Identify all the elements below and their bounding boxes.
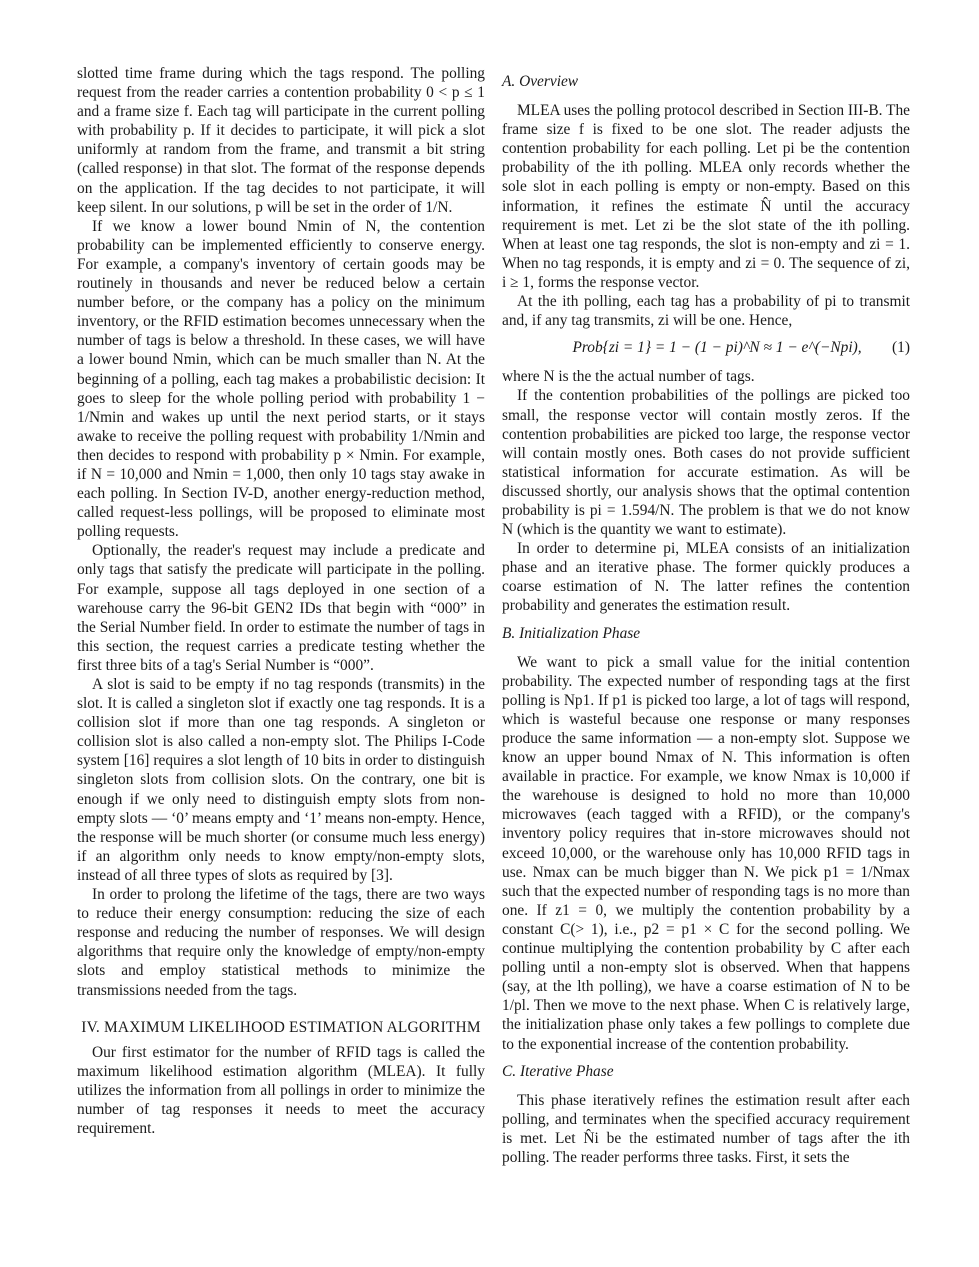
paragraph-overview-1: MLEA uses the polling protocol described in Section III-B. The frame size f is fixed to be one slot. The reader adjusts the contention probability for each polling. Let pi be the contention probability of the ith polling. MLEA only records whether the sole slot in each polling is empty or non-empty. Based on this information, it refines the estimate N̂ until the accuracy requirement is met. Let zi be the slot state of the ith polling. When at least one tag responds, the slot is non-empty and zi = 1. When no tag responds, it is empty and zi = 0. The sequence of zi, i ≥ 1, forms the response vector. <box>502 102 910 291</box>
paragraph-energy: In order to prolong the lifetime of the tags, there are two ways to reduce their energy consumption: reducing the size of each response and reducing the number of responses. We will design algorithms that require only the knowledge of empty/non-empty slots and employ statistical methods to minimize the transmissions needed from the tags. <box>77 886 485 999</box>
paragraph-initialization: We want to pick a small value for the initial contention probability. The expected number of responding tags at the first polling is Np1. If p1 is picked too large, a lot of tags will respond, which is wasteful because one response or many responses produce the same information — a non-empty slot. Suppose we know an upper bound Nmax of N. This information is often available in practice. For example, we know Nmax is 10,000 if the warehouse is designed to hold no more than 10,000 microwaves (each tagged with a RFID), or the company's inventory policy requires that in-store microwaves should not exceed 10,000, or the warehouse only has 10,000 RFID tags in use. Nmax can be much bigger than N. We pick p1 = 1/Nmax such that the expected number of responding tags is no more than one. If z1 = 0, we multiply the contention probability by a constant C(> 1), i.e., p2 = p1 × C for the second polling. We continue multiplying the contention probability by C after each polling until a non-empty slot is observed. When that happens (say, at the lth polling), we have a coarse estimation of N to be 1/pl. Then we move to the next phase. When C is relatively large, the initialization phase only takes a few pollings to complete due to the exponential increase of the contention probability. <box>502 653 910 1053</box>
subsection-heading-iterative: C. Iterative Phase <box>502 1062 614 1080</box>
subsection-heading-initialization: B. Initialization Phase <box>502 624 641 642</box>
paragraph-slot-types: A slot is said to be empty if no tag responds (transmits) in the slot. It is called a singleton slot if exactly one tag responds. It is a collision slot if more than one tag responds. A singleton or collision slot is also called a non-empty slot. The Philips I-Code system [16] requires a slot length of 10 bits in order to distinguish singleton slots from collision slots. On the contrary, one bit is enough if we only need to distinguish empty slots from non-empty slots — ‘0’ means empty and ‘1’ means non-empty. Hence, the response will be much shorter (or consume much less energy) if an algorithm only needs to know empty/non-empty slots, instead of all three types of slots as required by [3]. <box>77 676 485 884</box>
subsection-heading-overview: A. Overview <box>502 73 579 90</box>
paragraph-after-equation: where N is the the actual number of tags. <box>502 368 755 386</box>
paragraph-overview-4: In order to determine pi, MLEA consists of an initialization phase and an iterative phase. The former quickly produces a coarse estimation of N. The latter refines the contention probability and generates the estimation result. <box>502 540 910 615</box>
equation-1 <box>502 338 910 357</box>
paragraph-overview-2: At the ith polling, each tag has a probability of pi to transmit and, if any tag transmits, zi will be one. Hence, <box>502 293 910 330</box>
paragraph-lower-bound: If we know a lower bound Nmin of N, the contention probability can be implemented efficiently to conserve energy. For example, a company's inventory of certain goods may be routinely in thousands and never be reduced below a certain number before, or the company has a policy on the minimum inventory, or the RFID estimation becomes unnecessary when the number of tags is below a threshold. In these cases, we will have a lower bound Nmin, which can be much smaller than N. At the beginning of a polling, each tag makes a probabilistic decision: It goes to sleep for the whole polling period with probability 1 − 1/Nmin and wakes up until the next period starts, or it stays awake to receive the polling request with probability 1/Nmin and then decides to respond with probability p × Nmin. For example, if N = 10,000 and Nmin = 1,000, then only 10 tags stay awake in each polling. In Section IV-D, another energy-reduction method, called request-less pollings, will be proposed to eliminate most polling requests. <box>77 217 485 541</box>
section-heading-mlea: IV. MAXIMUM LIKELIHOOD ESTIMATION ALGORITHM <box>81 1018 481 1036</box>
right-column <box>502 64 910 1167</box>
paragraph-predicate: Optionally, the reader's request may include a predicate and only tags that satisfy the predicate will participate in the polling. For example, suppose all tags deployed in one section of a warehouse carry the 96-bit GEN2 IDs that begin with “000” in the Serial Number field. In order to estimate the number of tags in this section, the request carries a predicate testing whether the first three bits of a tag's Serial Number is “000”. <box>77 542 485 674</box>
paragraph-iterative: This phase iteratively refines the estimation result after each polling, and terminates when the specified accuracy requirement is met. Let N̂i be the estimated number of tags after the ith polling. The reader performs three tasks. First, it sets the <box>502 1091 910 1166</box>
left-column <box>77 64 485 1138</box>
paragraph-overview-3: If the contention probabilities of the pollings are picked too small, the response vector will contain mostly zeros. If the contention probabilities are picked too large, the response vector will contain mostly ones. Both cases do not provide sufficient statistical information for accurate estimation. As will be discussed shortly, our analysis shows that the optimal contention probability is pi = 1.594/N. The problem is that we do not know N (which is the quantity we want to estimate). <box>502 387 910 539</box>
paragraph-framing-intro: slotted time frame during which the tags respond. The polling request from the reader carries a contention probability 0 < p ≤ 1 and a frame size f. Each tag will participate in the current polling with probability p. If it decides to participate, it will pick a slot uniformly at random from the frame, and transmit a bit string (called response) in that slot. The format of the response depends on the application. If the tag decides to not participate, it will keep silent. In our solutions, p will be set in the order of 1/N. <box>77 65 485 216</box>
equation-body: Prob{zi = 1} = 1 − (1 − pi)^N ≈ 1 − e^(−Npi), <box>572 339 862 357</box>
paragraph-mlea-intro: Our first estimator for the number of RFID tags is called the maximum likelihood estimation algorithm (MLEA). It fully utilizes the information from all pollings in order to minimize the number of tag responses it needs to meet the accuracy requirement. <box>77 1043 485 1138</box>
equation-number: (1) <box>892 339 910 357</box>
